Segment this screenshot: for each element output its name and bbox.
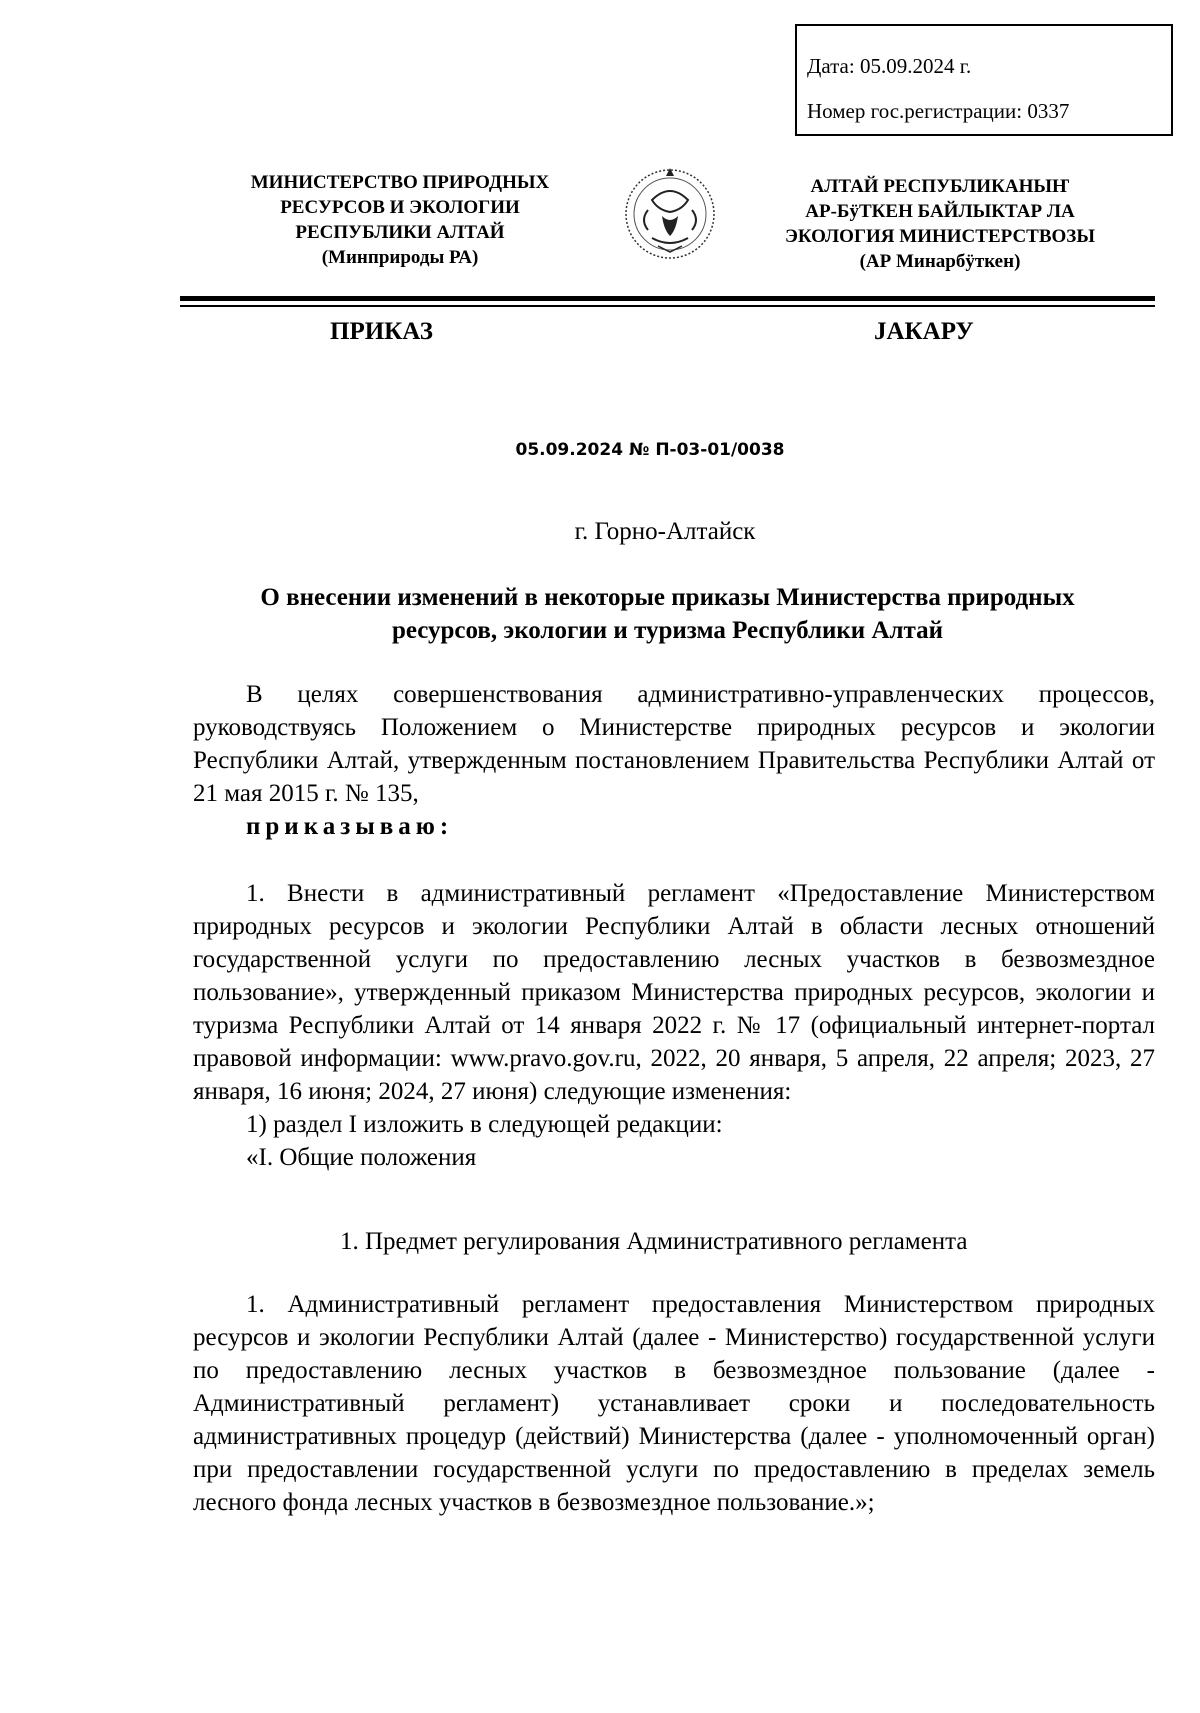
document-city: г. Горно-Алтайск — [574, 518, 756, 545]
item-1-block — [193, 877, 1155, 1174]
registration-date-line — [807, 44, 1171, 89]
document-title — [180, 581, 1155, 647]
order-title-russian: ПРИКАЗ — [330, 318, 433, 345]
registration-date-value: 05.09.2024 г. — [859, 54, 972, 78]
republic-coat-of-arms-icon — [622, 160, 718, 264]
ministry-name-russian — [225, 170, 575, 270]
ministry-ru-line: РЕСПУБЛИКИ АЛТАЙ — [295, 222, 505, 243]
header-divider-thick — [180, 296, 1155, 301]
registration-number-label: Номер гос.регистрации: — [807, 99, 1023, 123]
registration-box — [795, 24, 1173, 136]
ministry-alt-line: АР-БÿТКЕН БАЙЛЫКТАР ЛА — [805, 201, 1075, 222]
ministry-alt-line: АЛТАЙ РЕСПУБЛИКАНЫҤ — [810, 176, 1070, 197]
item-1-paragraph: 1. Внести в административный регламент «Предоставление Министерством природных ресурсов и экологии Республики Алтай в области лесных отношений государственной услуги по предоставлению лесных участков в безвозмездное пользование», утвержденный приказом Министерства природных ресурсов, экологии и туризма Республики Алтай от 14 января 2022 г. № 17 (официальный интернет-портал правовой информации: www.pravo.gov.ru, 2022, 20 января, 5 апреля, 22 апреля; 2023, 27 января, 16 июня; 2024, 27 июня) следующие изменения: — [193, 880, 1155, 1105]
sub-item-1: 1) раздел I изложить в следующей редакции: — [246, 1111, 723, 1138]
ministry-ru-line: (Минприроды РА) — [321, 247, 479, 268]
paragraph-1-block — [193, 1288, 1155, 1519]
subsection-heading: 1. Предмет регулирования Административного регламента — [340, 1228, 968, 1255]
header-divider-thin — [180, 305, 1155, 307]
registration-number-value: 0337 — [1027, 99, 1070, 123]
ministry-alt-line: (АР Минарбÿткен) — [859, 251, 1021, 272]
preamble-paragraph: В целях совершенствования административно-управленческих процессов, руководствуясь Положением о Министерстве природных ресурсов и экологии Республики Алтай, утвержденным постановлением Правительства Республики Алтай от 21 мая 2015 г. № 135, — [193, 681, 1155, 807]
ministry-name-altai — [760, 174, 1120, 274]
order-title-altai: JАКАРУ — [874, 318, 974, 345]
ministry-ru-line: МИНИСТЕРСТВО ПРИРОДНЫХ — [250, 172, 550, 193]
section-heading-general: «I. Общие положения — [246, 1144, 477, 1171]
registration-number-line — [807, 89, 1171, 134]
title-line: ресурсов, экологии и туризма Республики Алтай — [391, 617, 944, 644]
order-word: приказываю: — [246, 813, 454, 840]
ministry-alt-line: ЭКОЛОГИЯ МИНИСТЕРСТВОЗЫ — [784, 226, 1095, 247]
document-number: 05.09.2024 № П-03-01/0038 — [515, 440, 785, 460]
paragraph-1: 1. Административный регламент предоставления Министерством природных ресурсов и экологии Республики Алтай (далее - Министерство) государственной услуги по предоставлению лесных участков в безвозмездное пользование (далее - Административный регламент) устанавливает сроки и последовательность административных процедур (действий) Министерства (далее - уполномоченный орган) при предоставлении государственной услуги по предоставлению в пределах земель лесного фонда лесных участков в безвозмездное пользование.»; — [193, 1291, 1155, 1516]
preamble-block — [193, 678, 1155, 843]
ministry-ru-line: РЕСУРСОВ И ЭКОЛОГИИ — [280, 197, 520, 218]
title-line: О внесении изменений в некоторые приказы Министерства природных — [260, 584, 1075, 611]
registration-date-label: Дата: — [807, 54, 855, 78]
